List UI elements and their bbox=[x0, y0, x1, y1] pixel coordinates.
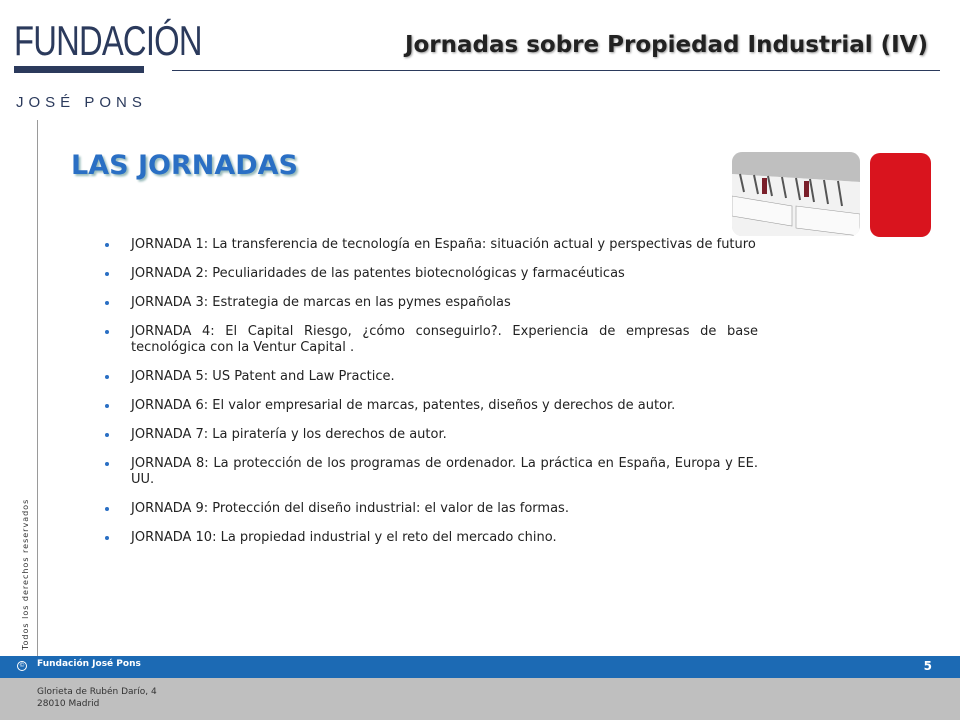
list-item: JORNADA 3: Estrategia de marcas en las pymes españolas bbox=[102, 295, 758, 311]
list-item: JORNADA 1: La transferencia de tecnología en España: situación actual y perspectivas de futuro bbox=[102, 237, 758, 253]
footer-organization: Fundación José Pons bbox=[37, 659, 141, 669]
list-item: JORNADA 8: La protección de los programas de ordenador. La práctica en España, Europa y EE. UU. bbox=[102, 456, 758, 488]
logo bbox=[14, 17, 202, 111]
list-item: JORNADA 10: La propiedad industrial y el reto del mercado chino. bbox=[102, 530, 758, 546]
list-item: JORNADA 9: Protección del diseño industrial: el valor de las formas. bbox=[102, 501, 758, 517]
footer-bar bbox=[0, 656, 960, 678]
list-item: JORNADA 2: Peculiaridades de las patentes biotecnológicas y farmacéuticas bbox=[102, 266, 758, 282]
list-item: JORNADA 4: El Capital Riesgo, ¿cómo conseguirlo?. Experiencia de empresas de base tecnológica con la Ventur Capital . bbox=[102, 324, 758, 356]
logo-sub-text: JOSÉ PONS bbox=[16, 94, 147, 111]
filing-cabinet-photo bbox=[732, 152, 860, 236]
address-line-2: 28010 Madrid bbox=[37, 699, 100, 709]
list-item: JORNADA 5: US Patent and Law Practice. bbox=[102, 369, 758, 385]
page-number: 5 bbox=[923, 659, 932, 673]
sidebar-divider bbox=[37, 120, 38, 656]
copyright-icon: © bbox=[19, 662, 25, 669]
red-accent-block bbox=[870, 153, 931, 237]
header-title: Jornadas sobre Propiedad Industrial (IV) bbox=[404, 32, 928, 58]
footer-address bbox=[37, 686, 157, 710]
list-item: JORNADA 6: El valor empresarial de marcas, patentes, diseños y derechos de autor. bbox=[102, 398, 758, 414]
list-item: JORNADA 7: La piratería y los derechos de autor. bbox=[102, 427, 758, 443]
filing-cabinet-image bbox=[732, 152, 860, 236]
logo-bar bbox=[14, 66, 144, 73]
address-line-1: Glorieta de Rubén Darío, 4 bbox=[37, 687, 157, 697]
section-title: LAS JORNADAS bbox=[71, 150, 298, 181]
logo-main-text: FUNDACIÓN bbox=[14, 17, 202, 64]
rights-reserved-text: Todos los derechos reservados bbox=[21, 498, 30, 650]
header-divider bbox=[172, 70, 940, 71]
jornadas-list bbox=[102, 237, 758, 559]
